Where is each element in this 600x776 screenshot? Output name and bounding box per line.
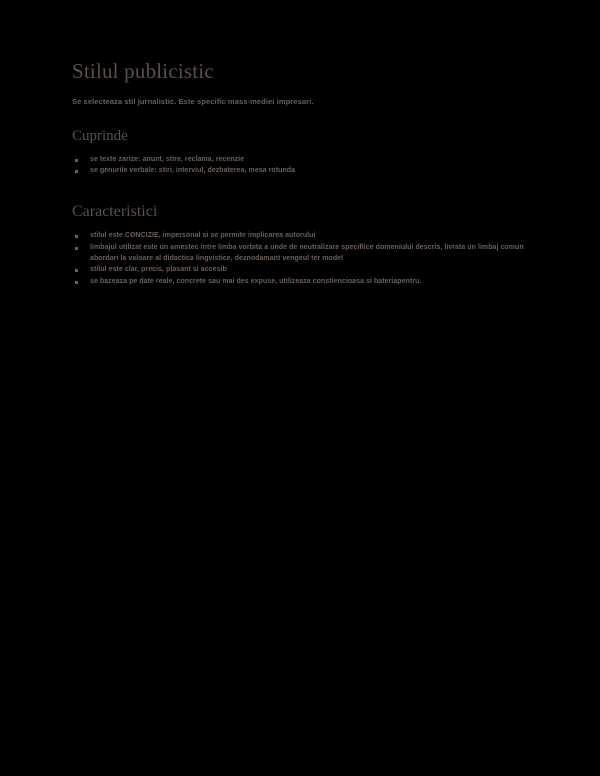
list-item: se genurile verbale: stiri, interviul, dezbaterea, mesa rotunda	[72, 166, 524, 177]
list-cuprinde	[72, 155, 524, 178]
list-item: stilul este clar, precis, plasant si accesib	[72, 265, 524, 276]
document-content	[72, 60, 524, 294]
page-title: Stilul publicistic	[72, 59, 214, 83]
list-caracteristici	[72, 231, 524, 288]
section-heading-caracteristici: Caracteristici	[72, 203, 158, 221]
list-item: se texte zarize: anunt, stire, reclama, recenzie	[72, 155, 524, 166]
list-item: se bazeaza pe date reale, concrete sau mai des expuse, utilizeaza constiencioasa si bateriapentru.	[72, 277, 524, 288]
list-item: limbajul utilizat este un amestec intre limba vorbita a unde de neutralizare speciflice domeniului descris, livrata un limbaj comun abordari la valoare al didactica lingvistice, deznodamant vengeul ter model	[72, 243, 524, 265]
list-item: stilul este CONCIZIE, impersonal si se permite implicarea autorului	[72, 231, 524, 242]
section-heading-cuprinde: Cuprinde	[72, 128, 128, 145]
intro-paragraph: Se selecteaza stil jurnalistic. Este specific mass-mediei impresari.	[72, 97, 314, 107]
